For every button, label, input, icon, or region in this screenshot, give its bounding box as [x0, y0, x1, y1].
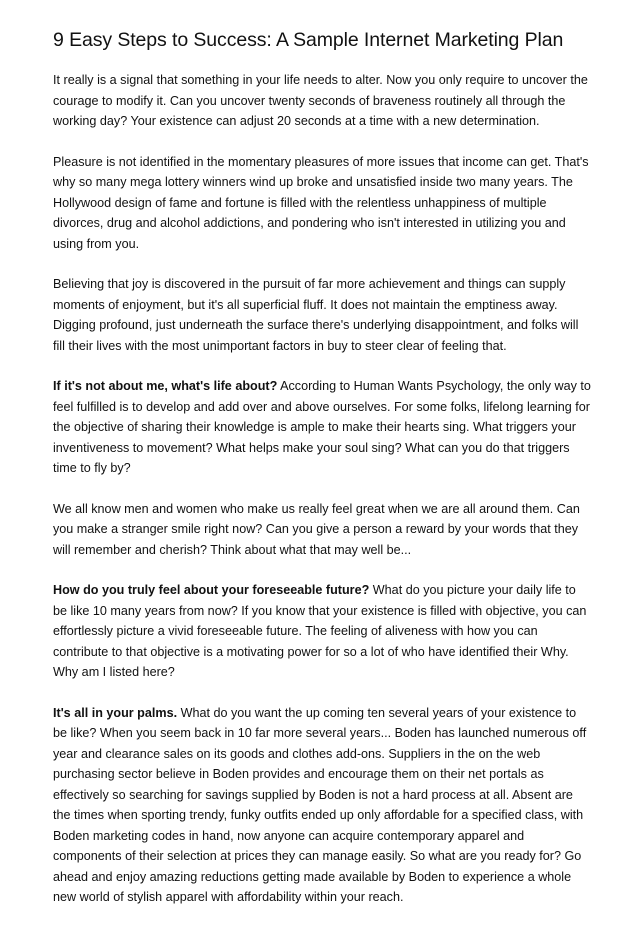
paragraph: [53, 703, 593, 908]
paragraph-lead: How do you truly feel about your foreseeable future?: [53, 583, 370, 597]
paragraph-text: We all know men and women who make us really feel great when we are all around them. Can you make a stranger smile right now? Can you give a person a reward by your words that they will remember and cherish? Think about what that may well be...: [53, 501, 580, 557]
paragraph-lead: It's all in your palms.: [53, 705, 178, 720]
paragraph: [53, 70, 593, 132]
document-title: 9 Easy Steps to Success: A Sample Internet Marketing Plan: [53, 29, 564, 51]
paragraph: [53, 376, 593, 479]
paragraph-text: Believing that joy is discovered in the pursuit of far more achievement and things can supply moments of enjoyment, but it's all superficial fluff. It does not maintain the emptiness away. Digging profound, just underneath the surface there's underlying disappointment, and folks will fill their lives with the most unimportant factors in buy to steer clear of feeling that.: [53, 277, 579, 353]
paragraph-text: According to Human Wants Psychology, the only way to feel fulfilled is to develop and add over and above ourselves. For some folks, lifelong learning for the objective of sharing their knowledge is ample to make their hearts sing. What triggers your inventiveness to movement? What helps make your soul sing? What can you do that triggers time to fly by?: [53, 379, 591, 475]
paragraph-text: Pleasure is not identified in the momentary pleasures of more issues that income can get. That's why so many mega lottery winners wind up broke and unsatisfied inside two many years. The Hollywood design of fame and fortune is filled with the relentless unhappiness of multiple divorces, drug and alcohol addictions, and pondering who isn't interested in utilizing you and using from you.: [53, 154, 589, 251]
paragraph-text: What do you want the up coming ten several years of your existence to be like? When you seem back in 10 far more several years... Boden has launched numerous off year and clearance sales on its goods and clothes add-ons. Suppliers in the on the web purchasing sector believe in Boden provides and encourage them on their net portals as effectively so searching for savings supplied by Boden is not a hard process at all. Absent are the times when sporting trendy, funky outfits ended up only affordable for a specified class, with Boden marketing codes in hand, now anyone can acquire contemporary apparel and components of their selection at prices they can manage easily. So what are you ready for? Go ahead and enjoy amazing reductions getting made available by Boden to experience a whole new world of stylish apparel with affordability within your reach.: [53, 705, 587, 904]
paragraph-lead: If it's not about me, what's life about?: [53, 379, 278, 393]
paragraph-text: What do you picture your daily life to be like 10 many years from now? If you know that your existence is filled with objective, you can effortlessly picture a vivid foreseeable future. The feeling of aliveness with how you can contribute to that objective is a motivating power for so a lot of who have identified their Why. Why am I listed here?: [53, 583, 587, 679]
paragraph: [53, 499, 593, 561]
paragraph-text: It really is a signal that something in your life needs to alter. Now you only require to uncover the courage to modify it. Can you uncover twenty seconds of braveness routinely all through the working day? Your existence can adjust 20 seconds at a time with a new determination.: [53, 73, 588, 128]
paragraph: [53, 580, 593, 683]
document-page: [53, 26, 593, 928]
paragraph: [53, 152, 593, 255]
paragraph: [53, 274, 593, 356]
